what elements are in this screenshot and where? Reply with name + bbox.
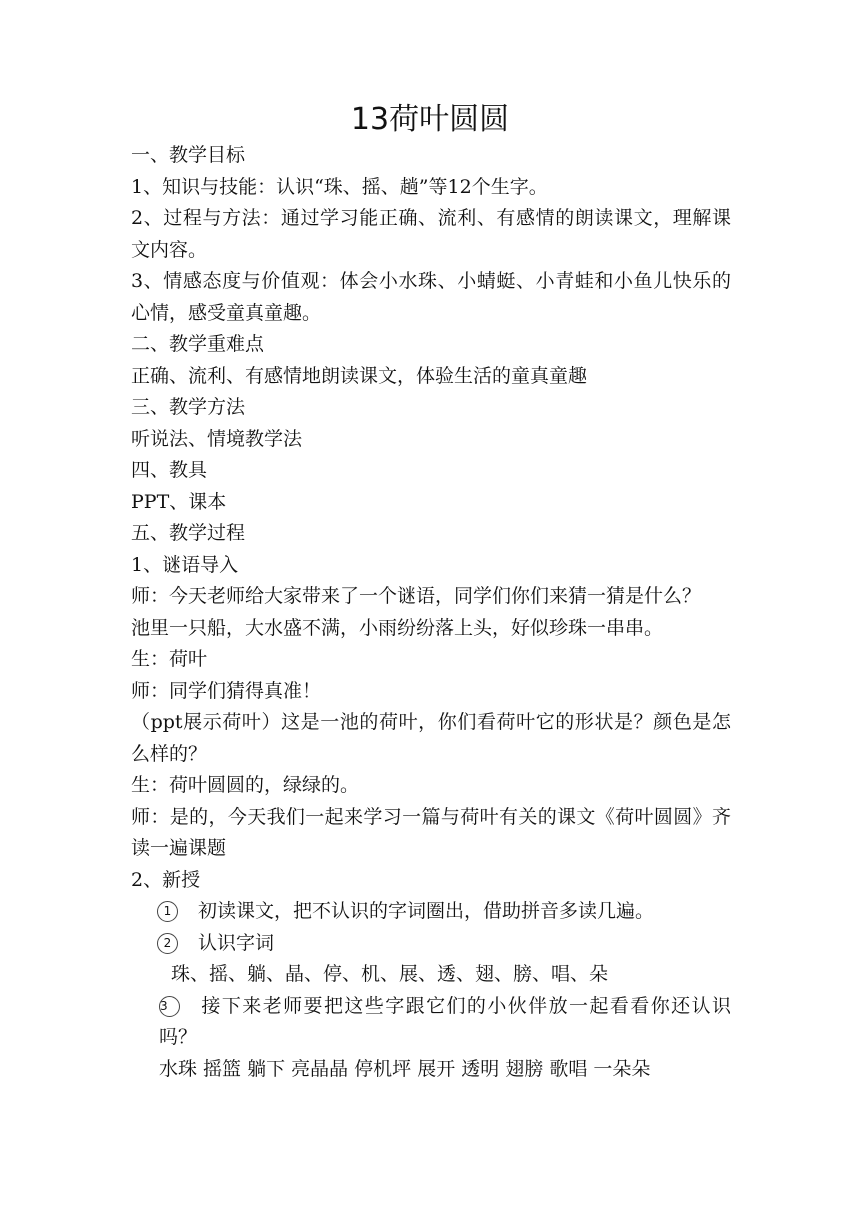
methods-text: 听说法、情境教学法	[131, 427, 303, 450]
sub-step-recognize-words	[131, 928, 731, 960]
teacher-line-riddle: 师：今天老师给大家带来了一个谜语，同学们你们来猜一猜是什么？	[131, 585, 702, 607]
circled-number-3: 3	[159, 996, 180, 1017]
word-list: 水珠 摇篮 躺下 亮晶晶 停机坪 展开 透明 翅膀 歌唱 一朵朵	[159, 1057, 651, 1080]
section-heading-objectives: 一、教学目标	[131, 144, 246, 166]
circled-number-1: 1	[157, 901, 178, 922]
sub-step-word-partners-text: 接下来老师要把这些字跟它们的小伙伴放一起看看你还认识吗？	[159, 994, 731, 1048]
student-answer-lotus-leaf: 生：荷叶	[131, 648, 208, 670]
page-title: 13荷叶圆圆	[350, 102, 510, 137]
riddle-text: 池里一只船，大水盛不满，小雨纷纷落上头，好似珍珠一串串。	[131, 616, 664, 639]
teacher-praise: 师：同学们猜得真准！	[131, 679, 322, 702]
key-points-text: 正确、流利、有感情地朗读课文，体验生活的童真童趣	[131, 364, 588, 387]
section-heading-methods: 三、教学方法	[131, 396, 246, 418]
objective-process: 2、过程与方法：通过学习能正确、流利、有感情的朗读课文，理解课文内容。	[131, 207, 731, 261]
objective-knowledge: 1、知识与技能：认识“珠、摇、趟”等12个生字。	[131, 175, 548, 198]
sub-step-word-partners	[131, 991, 731, 1054]
circled-number-2: 2	[157, 933, 178, 954]
objective-emotion: 3、情感态度与价值观：体会小水珠、小蜻蜓、小青蛙和小鱼儿快乐的心情，感受童真童趣。	[131, 270, 731, 324]
teacher-intro-lesson: 师：是的，今天我们一起来学习一篇与荷叶有关的课文《荷叶圆圆》齐读一遍课题	[131, 805, 731, 859]
student-answer-shape: 生：荷叶圆圆的，绿绿的。	[131, 774, 360, 796]
step-heading-new-lesson: 2、新授	[131, 868, 201, 891]
section-heading-process: 五、教学过程	[131, 522, 246, 544]
sub-step-first-reading-text: 初读课文，把不认识的字词圈出，借助拼音多读几遍。	[198, 900, 655, 922]
sub-step-first-reading	[131, 896, 731, 928]
step-heading-riddle: 1、谜语导入	[131, 553, 239, 576]
section-heading-tools: 四、教具	[131, 459, 208, 481]
ppt-question: （ppt展示荷叶）这是一池的荷叶，你们看荷叶它的形状是？颜色是怎么样的？	[131, 711, 731, 765]
section-heading-key-points: 二、教学重难点	[131, 333, 265, 355]
character-list: 珠、摇、躺、晶、停、机、展、透、翅、膀、唱、朵	[171, 963, 609, 985]
lesson-plan-body	[131, 140, 731, 1085]
tools-text: PPT、课本	[131, 490, 227, 513]
sub-step-recognize-words-text: 认识字词	[198, 931, 275, 954]
